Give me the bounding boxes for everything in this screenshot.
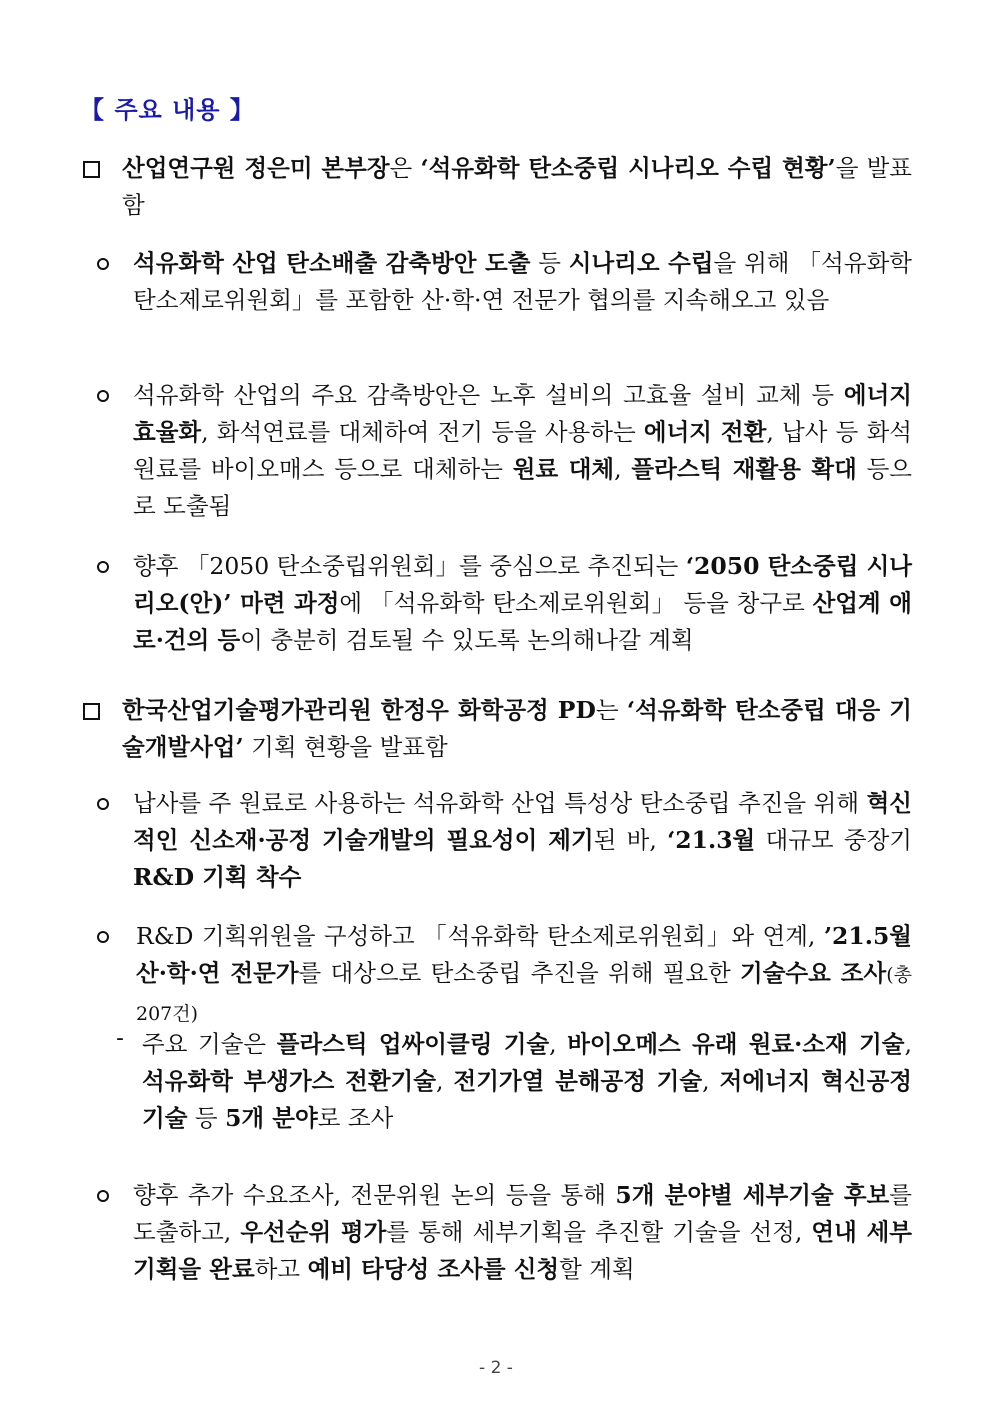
s1-text: 은 [389, 154, 421, 182]
page-number: - 2 - [479, 1358, 513, 1378]
s2b2d-bold-6: 5개 분야 [225, 1104, 318, 1132]
s2b1-text-3: 대규모 중장기 [755, 826, 912, 854]
circle-bullet-icon [97, 798, 109, 810]
s2b2d-bold-4: 전기가열 분해공정 기술 [453, 1067, 703, 1095]
s1b2-bold-1: 에너지 효율화 [133, 381, 912, 446]
s2-bullet-2 [136, 918, 912, 1033]
s1b1-text-1: 등 [530, 249, 569, 277]
s2b1-text-1: 납사를 주 원료로 사용하는 석유화학 산업 특성상 탄소중립 추진을 위해 [133, 789, 867, 817]
s2-bullet-3 [133, 1177, 912, 1288]
s2b2d-text-6: 등 [187, 1104, 226, 1132]
s1b3-bold-2: 산업계 애로·건의 등 [133, 589, 912, 654]
s2b1-bold-3: R&D 기획 착수 [133, 863, 302, 891]
s1b2-bold-3: 원료 대체 [512, 455, 615, 483]
dash-bullet-icon: - [116, 1026, 124, 1051]
s2b2d-text-3: , [904, 1030, 912, 1058]
s1b3-text-1: 향후 「2050 탄소중립위원회」를 중심으로 추진되는 [133, 552, 686, 580]
s2b1-text-2: 된 바, [593, 826, 668, 854]
s2b3-bold-2: 우선순위 평가 [240, 1218, 387, 1246]
s1b2-text-2: , 화석연료를 대체하여 전기 등을 사용하는 [201, 418, 644, 446]
s2b2-bold-2: 기술수요 조사 [740, 959, 887, 987]
s1-bullet-2 [133, 377, 912, 525]
circle-bullet-icon [97, 258, 109, 270]
s1-topic: ‘석유화학 탄소중립 시나리오 수립 현황’ [420, 154, 836, 182]
s2b2d-text-1: 주요 기술은 [142, 1030, 277, 1058]
s1b1-bold-2: 시나리오 수립 [568, 249, 714, 277]
s1b3-text-2: 에 「석유화학 탄소제로위원회」 등을 창구로 [339, 589, 813, 617]
s2b3-bold-3: 연내 세부기획을 완료 [133, 1218, 912, 1283]
s1-presenter: 산업연구원 정은미 본부장 [122, 154, 390, 182]
s2b2d-bold-5: 저에너지 혁신공정 기술 [142, 1067, 913, 1132]
s2b2d-text-7: 로 조사 [317, 1104, 394, 1132]
s1-bullet-1 [133, 245, 912, 319]
circle-bullet-icon [97, 1190, 109, 1202]
section-2-heading [122, 692, 912, 766]
s2-topic: ‘석유화학 탄소중립 대응 기술개발사업’ [122, 696, 913, 761]
s1b1-bold-1: 석유화학 산업 탄소배출 감축방안 도출 [133, 249, 531, 277]
s2-sub-bullet [142, 1026, 912, 1137]
s1b2-text-3: , 납사 등 화석원료를 바이오매스 등으로 대체하는 [133, 418, 912, 483]
circle-bullet-icon [97, 390, 109, 402]
s1-bullet-3 [133, 548, 912, 659]
s2b2d-bold-3: 석유화학 부생가스 전환기술 [142, 1067, 436, 1095]
s2-presenter: 한국산업기술평가관리원 한정우 화학공정 PD [122, 696, 596, 724]
square-bullet-icon [83, 703, 100, 720]
s2b2d-bold-2: 바이오메스 유래 원료·소재 기술 [567, 1030, 905, 1058]
section-title: 【 주요 내용 】 [80, 96, 255, 124]
s2b3-text-4: 하고 [254, 1255, 308, 1283]
s2b2d-text-5: , [702, 1067, 720, 1095]
circle-bullet-icon [97, 561, 109, 573]
s2-bullet-1 [133, 785, 912, 896]
s2b2d-text-4: , [435, 1067, 454, 1095]
s1b3-bold-1: ‘2050 탄소중립 시나리오(안)’ 마련 과정 [133, 552, 912, 617]
s1b2-text-5: 등으로 도출됨 [133, 455, 912, 520]
s2b3-text-1: 향후 추가 수요조사, 전문위원 논의 등을 통해 [133, 1181, 616, 1209]
s2b3-bold-4: 예비 타당성 조사를 신청 [307, 1255, 560, 1283]
s2b1-bold-1: 혁신적인 신소재·공정 기술개발의 필요성이 제기 [133, 789, 912, 854]
s2b2-text-2: 를 대상으로 탄소중립 추진을 위해 필요한 [298, 959, 741, 987]
s2b2-note: (총 207건) [136, 964, 912, 1025]
s1b2-bold-2: 에너지 전환 [643, 418, 767, 446]
section-1-heading [122, 150, 912, 224]
s1b3-text-3: 이 충분히 검토될 수 있도록 논의해나갈 계획 [240, 626, 694, 654]
s1b1-text-2: 을 위해 「석유화학 탄소제로위원회」를 포함한 산·학·연 전문가 협의를 지속해오고 있음 [133, 249, 912, 314]
s2b2-bold-1: ’21.5월 산·학·연 전문가 [136, 922, 912, 987]
s2b2-text-1: R&D 기획위원을 구성하고 「석유화학 탄소제로위원회」와 연계, [136, 922, 824, 950]
s2-text-end: 기획 현황을 발표함 [243, 733, 448, 761]
s1b2-text-1: 석유화학 산업의 주요 감축방안은 노후 설비의 고효율 설비 교체 등 [133, 381, 844, 409]
s2b1-bold-2: ‘21.3월 [667, 826, 756, 854]
s1-text-end: 을 발표함 [122, 154, 912, 219]
s2b3-text-3: 를 통해 세부기획을 추진할 기술을 선정, [386, 1218, 812, 1246]
s2b3-bold-1: 5개 분야별 세부기술 후보 [615, 1181, 890, 1209]
s2b2d-bold-1: 플라스틱 업싸이클링 기술 [276, 1030, 550, 1058]
s2b3-text-5: 할 계획 [559, 1255, 635, 1283]
s2b3-text-2: 를 도출하고, [133, 1181, 912, 1246]
square-bullet-icon [83, 161, 100, 178]
s2-text: 는 [595, 696, 627, 724]
s1b2-bold-4: 플라스틱 재활용 확대 [631, 455, 857, 483]
circle-bullet-icon [97, 931, 109, 943]
s1b2-text-4: , [614, 455, 632, 483]
s2b2d-text-2: , [549, 1030, 568, 1058]
